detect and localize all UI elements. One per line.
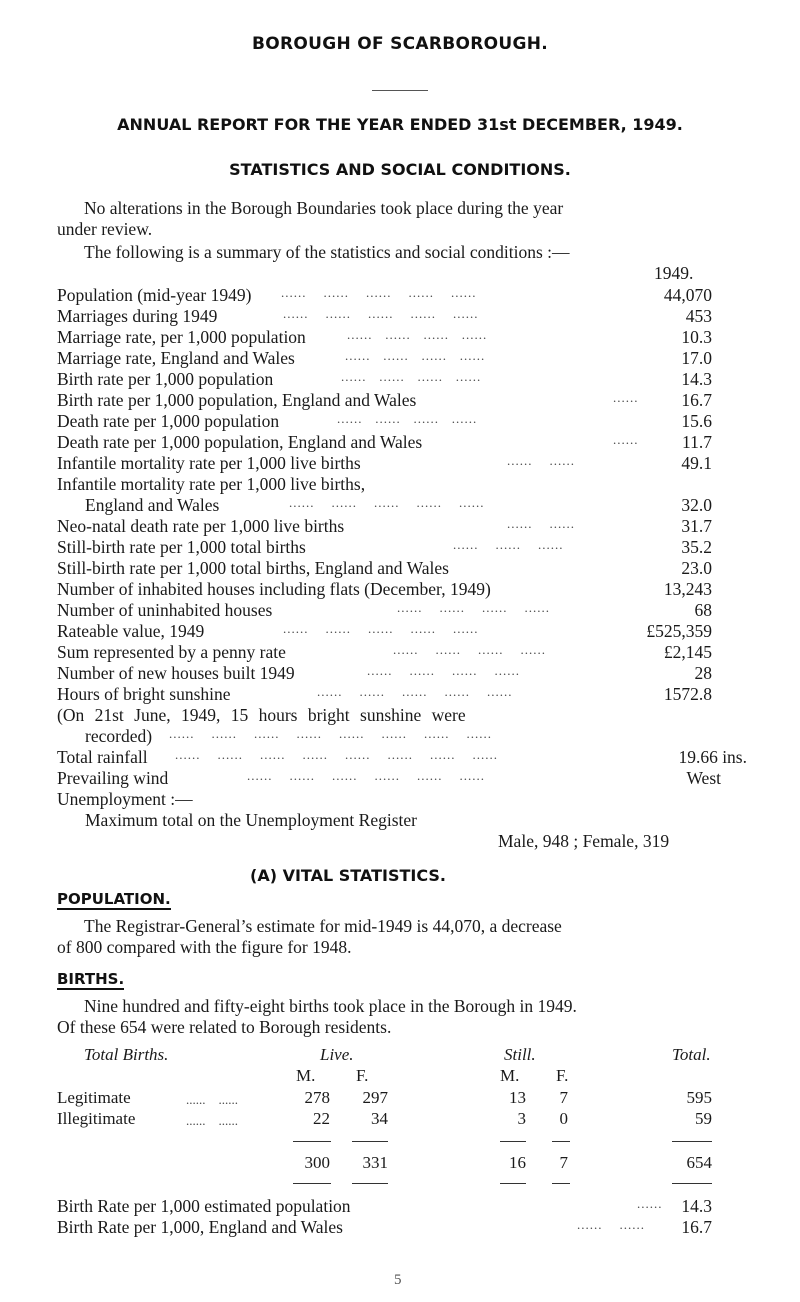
summary-value: 16.7 [681,390,712,410]
summary-row: Rateable value, 1949 ...... ...... ...... ...... ...... £525,359 [57,621,712,641]
table-rule [552,1183,570,1184]
summary-row [57,705,757,727]
summary-row [57,810,757,832]
cell-still-m: 13 [509,1088,526,1107]
document-page: BOROUGH OF SCARBOROUGH. ANNUAL REPORT FOR THE YEAR ENDED 31st DECEMBER, 1949. STATISTICS AND SOCIAL CONDITIONS. No alterations in the Borough Boundaries took place during the year under review. The following is a summary of the statistics and social conditions :— 1949. Population (mid-year 1949) ...... ...... ...... ...... ...... 44,070 Marriages during 1949 ...... ...... ...... ...... ...... 453 Marriage rate, per 1,000 population ...... ...... ...... ...... 10.3 Marriage rate, England and Wales ...... ...... ...... ...... 17.0 Birth rate per 1,000 population ...... ...... ...... ...... 14.3 Birth rate per 1,000 population, England and Wales ...... 16.7 Death rate per 1,000 population ...... ...... ...... ...... 15.6 Death rate per 1,000 population, England and Wales ...... 11.7 Infantile mortality rate per 1,000 live births ...... ...... 49.1 Infantile mortality rate per 1,000 live births, England and Wales ...... ...... ...... ...... ...... 32.0 Neo-natal death rate per 1,000 live births ...... ...... 31.7 Still-birth rate per 1,000 total births ...... ...... ...... 35.2 Still-birth rate per 1,000 total births, England and Wales 23.0 Number of inhabited houses including flats (December, 1949) 13,243 Number of uninhabited houses ...... ...... ...... ...... 68 Rateable value, 1949 ...... ...... ...... ...... ...... £525,359 Sum represented by a penny rate ...... ...... ...... ...... £2,145 Number of new houses built 1949 ...... ...... ...... ...... 28 Hours of bright sunshine ...... ...... ...... ...... ...... 1572.8 (On 21st June, 1949, 15 hours bright sunshine were recorded) ...... ...... ...... ...... ...... ...... ...... ...... Total rainfall ...... ...... ...... ...... ...... ...... ...... ...... 19.66 ins. Prevailing wind ...... ...... ...... ...... ...... ...... West Unemployment :— Maximum total on the Unemployment Register Male, 948 ; Female, 319 (A) VITAL STATISTICS. POPULATION. The Registrar-General’s estimate for mid-1949 is 44,070, a decrease of 800 compared with the figure for 1948. BIRTHS. Nine hundred and fifty-eight births took place in the Borough in 1949. Of these 654 were related to Borough residents. Total Births. Live. Still. Total. M. F. M. F. Legitimate ...... ...... 278 297 13 7 595 Illegitimate ...... ...... 22 34 3 0 59 300 331 16 7 654 Birth Rate per 1,000 estimated population ...... 14.3 Birth Rate per 1,000, England and Wales ...... ...... 16.7 5 [0,0,800,1302]
summary-row: Number of new houses built 1949 ...... ...... ...... ...... 28 [57,663,712,683]
birth-rate-row: Birth Rate per 1,000 estimated population ...... 14.3 [57,1196,712,1216]
births-heading: BIRTHS. [57,970,125,988]
summary-value: 68 [694,600,712,620]
population-heading: POPULATION. [57,890,171,908]
summary-label: Number of new houses built 1949 [57,663,295,683]
summary-value: 19.66 ins. [678,747,747,767]
cell-still-f: 7 [559,1088,568,1107]
summary-value: £525,359 [646,621,712,641]
summary-label: Death rate per 1,000 population [57,411,280,431]
birth-rate-label: Birth Rate per 1,000 estimated population [57,1196,351,1216]
summary-row: Sum represented by a penny rate ...... ...... ...... ...... £2,145 [57,642,712,662]
summary-label: Still-birth rate per 1,000 total births [57,537,306,557]
summary-value: 15.6 [681,411,712,431]
summary-row: Death rate per 1,000 population, England and Wales ...... 11.7 [57,432,712,452]
vital-statistics-heading: (A) VITAL STATISTICS. [250,866,446,885]
summary-row: Number of uninhabited houses ...... ...... ...... ...... 68 [57,600,712,620]
table-rule [293,1141,331,1142]
summary-label: Death rate per 1,000 population, England and Wales [57,432,423,452]
summary-value: 10.3 [681,327,712,347]
table-rule [672,1141,712,1142]
summary-value: 13,243 [663,579,712,599]
sub-header-still-f: F. [556,1066,569,1085]
summary-label: Unemployment :— [57,789,193,809]
cell-live-f: 34 [371,1109,388,1128]
summary-row [57,789,757,811]
borough-title: BOROUGH OF SCARBOROUGH. [251,34,549,54]
births-text-1: Nine hundred and fifty-eight births took place in the Borough in 1949. [84,996,577,1016]
summary-label: Infantile mortality rate per 1,000 live births, [57,474,366,494]
sub-header-live-f: F. [356,1066,369,1085]
row-label-illegitimate: Illegitimate [57,1109,136,1128]
summary-value: 14.3 [681,369,712,389]
birth-rate-value: 14.3 [681,1196,712,1216]
cell-total: 59 [695,1109,712,1128]
summary-label: Maximum total on the Unemployment Register [85,810,417,830]
summary-row: Infantile mortality rate per 1,000 live births ...... ...... 49.1 [57,453,712,473]
col-header-total: Total. [672,1045,711,1064]
summary-row: Birth rate per 1,000 population ...... ...... ...... ...... 14.3 [57,369,712,389]
birth-rate-row: Birth Rate per 1,000, England and Wales ...... ...... 16.7 [57,1217,712,1237]
summary-row: Marriages during 1949 ...... ...... ...... ...... ...... 453 [57,306,712,326]
summary-value: 453 [685,306,712,326]
summary-year-heading: 1949. [654,263,694,283]
table-rule [352,1183,388,1184]
summary-row [57,579,757,601]
summary-row: Total rainfall ...... ...... ...... ...... ...... ...... ...... ...... 19.66 ins. [57,747,747,767]
cell-live-m: 22 [313,1109,330,1128]
summary-label: Prevailing wind [57,768,169,788]
summary-label: Marriage rate, England and Wales [57,348,295,368]
summary-value: 31.7 [681,516,712,536]
summary-value: 11.7 [682,432,712,452]
summary-value: £2,145 [663,642,712,662]
summary-row: recorded) ...... ...... ...... ...... ...... ...... ...... ...... [85,726,492,746]
summary-label: recorded) [85,726,153,746]
summary-label: Still-birth rate per 1,000 total births, England and Wales [57,558,449,578]
summary-label: Birth rate per 1,000 population, England and Wales [57,390,417,410]
summary-row: Marriage rate, England and Wales ...... ...... ...... ...... 17.0 [57,348,712,368]
population-text-1: The Registrar-General’s estimate for mid-1949 is 44,070, a decrease [84,916,562,936]
summary-value: 49.1 [681,453,712,473]
summary-value: West [686,768,721,788]
page-number: 5 [394,1272,402,1288]
summary-value: 17.0 [681,348,712,368]
summary-row: Population (mid-year 1949) ...... ...... ...... ...... ...... 44,070 [57,285,712,305]
cell-total-live-m: 300 [304,1153,330,1172]
summary-value: 28 [694,663,712,683]
summary-value: 35.2 [681,537,712,557]
summary-row [57,558,757,580]
table-rule [552,1141,570,1142]
summary-label: Hours of bright sunshine [57,684,231,704]
summary-row: Still-birth rate per 1,000 total births ...... ...... ...... 35.2 [57,537,712,557]
summary-row: Prevailing wind ...... ...... ...... ...... ...... ...... West [57,768,721,788]
summary-value: 23.0 [681,558,712,578]
report-title: ANNUAL REPORT FOR THE YEAR ENDED 31st DECEMBER, 1949. [117,115,683,134]
birth-rate-label: Birth Rate per 1,000, England and Wales [57,1217,343,1237]
intro-line-1: No alterations in the Borough Boundaries took place during the year [84,198,564,218]
cell-total: 595 [686,1088,712,1107]
cell-live-f: 297 [362,1088,388,1107]
summary-row: Birth rate per 1,000 population, England and Wales ...... 16.7 [57,390,712,410]
report-subtitle: STATISTICS AND SOCIAL CONDITIONS. [229,160,571,179]
summary-row: England and Wales ...... ...... ...... ...... ...... 32.0 [85,495,712,515]
cell-live-m: 278 [304,1088,330,1107]
summary-row: Marriage rate, per 1,000 population ...... ...... ...... ...... 10.3 [57,327,712,347]
sub-header-live-m: M. [296,1066,316,1085]
summary-value: 1572.8 [663,684,712,704]
table-rule [293,1183,331,1184]
summary-label: (On 21st June, 1949, 15 hours bright sunshine were [57,705,466,725]
cell-grand-total: 654 [686,1153,712,1172]
sub-header-still-m: M. [500,1066,520,1085]
header-divider [372,90,428,91]
cell-still-f: 0 [559,1109,568,1128]
col-header-total-births: Total Births. [84,1045,169,1064]
col-header-still: Still. [504,1045,536,1064]
summary-label: Total rainfall [57,747,148,767]
table-rule [500,1141,526,1142]
summary-value: 32.0 [681,495,712,515]
col-header-live: Live. [320,1045,354,1064]
cell-total-live-f: 331 [362,1153,388,1172]
unemployment-detail: Male, 948 ; Female, 319 [498,831,670,851]
births-text-2: Of these 654 were related to Borough residents. [57,1017,392,1037]
summary-label: Population (mid-year 1949) [57,285,252,305]
summary-row: Death rate per 1,000 population ...... ...... ...... ...... 15.6 [57,411,712,431]
table-rule [672,1183,712,1184]
summary-label: Neo-natal death rate per 1,000 live births [57,516,345,536]
summary-label: Infantile mortality rate per 1,000 live births [57,453,361,473]
table-rule [500,1183,526,1184]
summary-value: 44,070 [663,285,712,305]
summary-row [57,474,757,496]
population-text-2: of 800 compared with the figure for 1948. [57,937,352,957]
summary-label: England and Wales [85,495,220,515]
intro-line-2: under review. [57,219,153,239]
summary-label: Marriage rate, per 1,000 population [57,327,306,347]
cell-still-m: 3 [517,1109,526,1128]
summary-row: Hours of bright sunshine ...... ...... ...... ...... ...... 1572.8 [57,684,712,704]
summary-label: Birth rate per 1,000 population [57,369,274,389]
cell-total-still-m: 16 [509,1153,526,1172]
intro-line-3: The following is a summary of the statistics and social conditions :— [84,242,570,262]
birth-rate-value: 16.7 [681,1217,712,1237]
summary-row: Neo-natal death rate per 1,000 live births ...... ...... 31.7 [57,516,712,536]
summary-label: Number of uninhabited houses [57,600,273,620]
cell-total-still-f: 7 [559,1153,568,1172]
summary-label: Marriages during 1949 [57,306,218,326]
summary-label: Sum represented by a penny rate [57,642,286,662]
summary-label: Rateable value, 1949 [57,621,205,641]
summary-label: Number of inhabited houses including flats (December, 1949) [57,579,491,599]
table-rule [352,1141,388,1142]
row-label-legitimate: Legitimate [57,1088,131,1107]
